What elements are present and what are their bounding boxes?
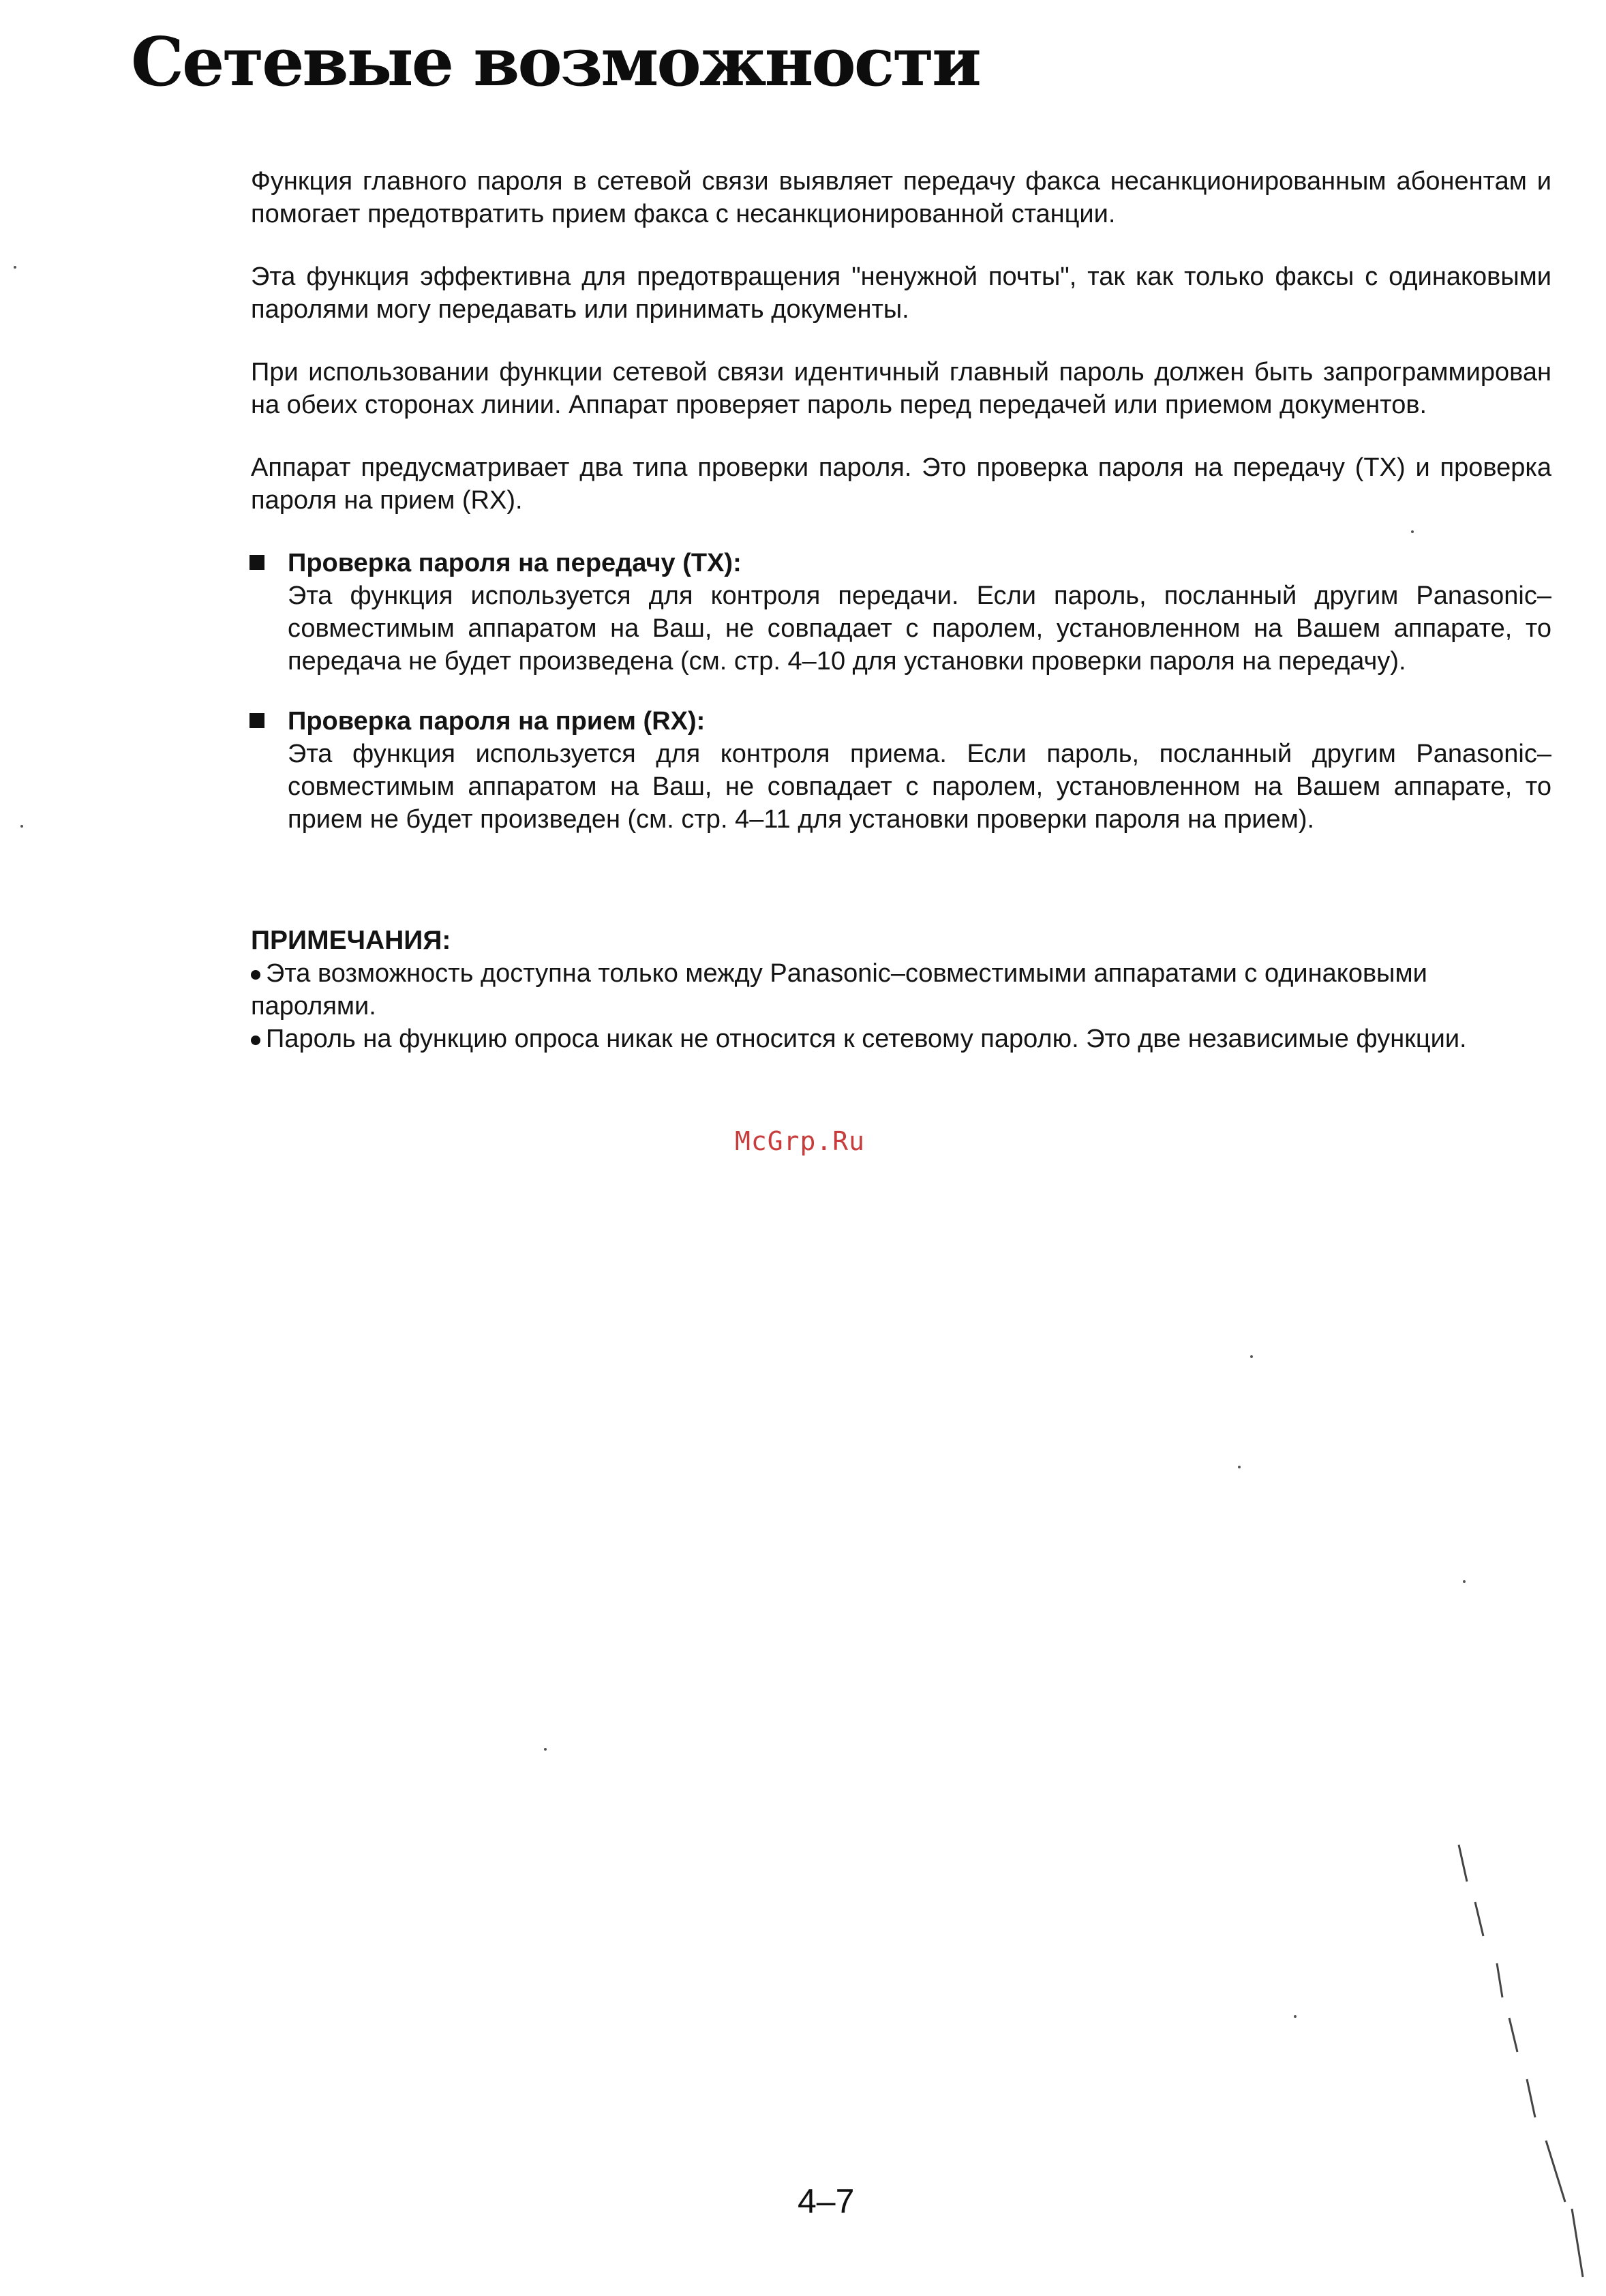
page-number: 4–7 (798, 2182, 855, 2220)
note-text: Эта возможность доступна только между Panasonic–совместимыми аппаратами с одинаковыми паролями. (251, 959, 1427, 1021)
notes-title: ПРИМЕЧАНИЯ: (251, 926, 451, 955)
paragraph-junk-mail: Эта функция эффективна для предотвращения "ненужной почты", так как только факсы с одинаковыми паролями могу передавать или принимать документы. (251, 262, 1551, 324)
paragraph-both-sides: При использовании функции сетевой связи идентичный главный пароль должен быть запрограммирован на обеих сторонах линии. Аппарат проверяет пароль перед передачей или приемом документов. (251, 358, 1551, 419)
section-tx-body: Эта функция используется для контроля передачи. Если пароль, посланный другим Panasonic–совместимым аппаратом на Ваш, не совпадает с паролем, установленном на Вашем аппарате, то передача не будет произведена (см. стр. 4–10 для установки проверки пароля на передачу). (288, 581, 1551, 676)
section-rx-heading: Проверка пароля на прием (RX): (288, 707, 706, 736)
watermark: McGrp.Ru (735, 1126, 866, 1156)
scan-edge-marks (1459, 1845, 1583, 2277)
paragraph-intro: Функция главного пароля в сетевой связи выявляет передачу факса несанкционированным абонентам и помогает предотвратить прием факса с несанкционированной станции. (251, 167, 1551, 228)
note-text: Пароль на функцию опроса никак не относится к сетевому паролю. Это две независимые функции. (266, 1025, 1467, 1053)
page-title: Сетевые возможности (131, 23, 980, 102)
paragraph-two-types: Аппарат предусматривает два типа проверки пароля. Это проверка пароля на передачу (TX) и проверка пароля на прием (RX). (251, 453, 1551, 515)
section-tx-heading: Проверка пароля на передачу (TX): (288, 549, 742, 577)
scan-noise-dots (14, 266, 1466, 2018)
section-rx-body: Эта функция используется для контроля приема. Если пароль, посланный другим Panasonic–совместимым аппаратом на Ваш, не совпадает с паролем, установленном на Вашем аппарате, то прием не будет произведен (см. стр. 4–11 для установки проверки пароля на прием). (288, 740, 1551, 834)
